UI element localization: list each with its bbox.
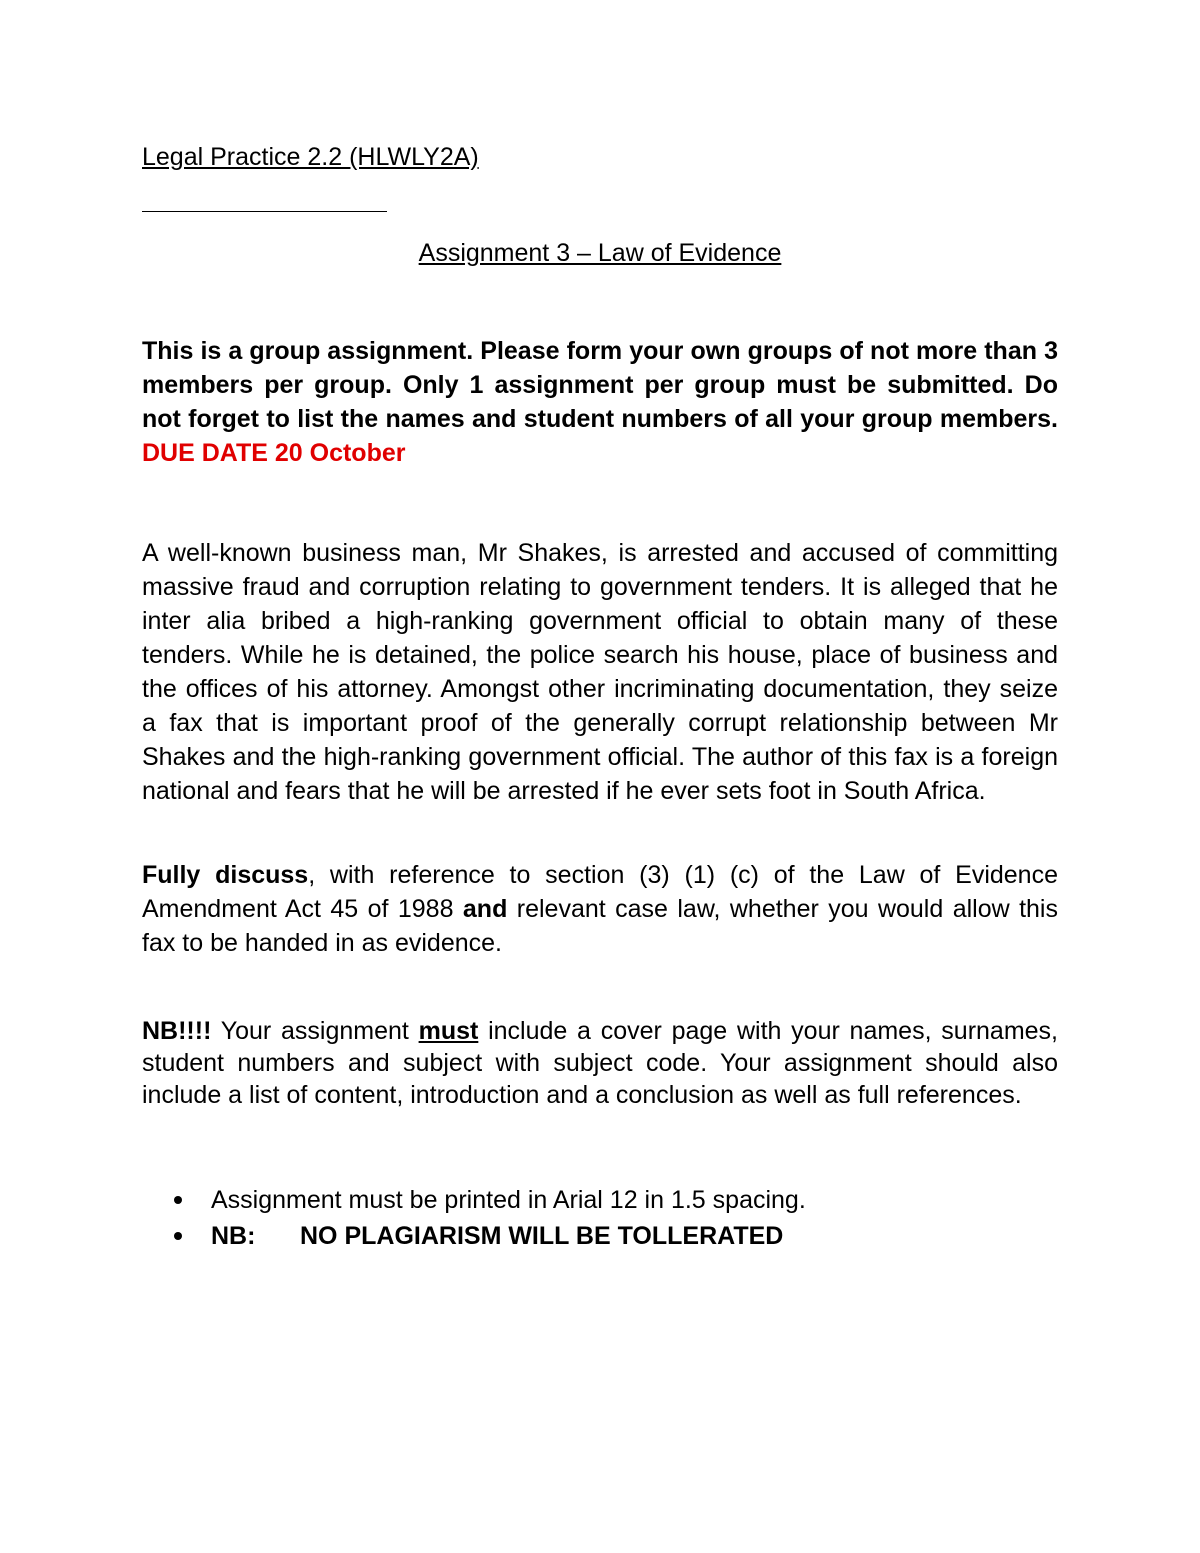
bullet-icon	[174, 1196, 182, 1204]
scenario-paragraph: A well-known business man, Mr Shakes, is arrested and accused of committing massive fraud and corruption relating to government tenders. It is alleged that he inter alia bribed a high-ranking government official to obtain many of these tenders. While he is detained, the police search his house, place of business and the offices of his attorney. Amongst other incriminating documentation, they seize a fax that is important proof of the generally corrupt relationship between Mr Shakes and the high-ranking government official. The author of this fax is a foreign national and fears that he will be arrested if he ever sets foot in South Africa.	[142, 539, 1058, 805]
title-underline-rule	[142, 211, 387, 212]
nb-text-1: Your assignment	[211, 1017, 419, 1045]
group-instructions-text: This is a group assignment. Please form your own groups of not more than 3 members per group. Only 1 assignment per group must be submitted. Do not forget to list the names and student numbers of all your group members.	[142, 337, 1058, 433]
nb-must: must	[418, 1017, 479, 1045]
bullet-icon	[174, 1232, 182, 1240]
assignment-title: Assignment 3 – Law of Evidence	[418, 239, 782, 267]
question-paragraph	[142, 858, 1058, 960]
requirement-formatting: Assignment must be printed in Arial 12 in 1.5 spacing.	[211, 1186, 806, 1214]
list-item	[142, 1218, 1058, 1254]
question-lead: Fully discuss	[142, 861, 309, 889]
plagiarism-label: NB:	[211, 1222, 256, 1250]
nb-text-2: include a cover page with your names, surnames, student numbers and subject with subject code. Your assignment should also include a list of content, introduction and a conclusion as well as full references.	[142, 1017, 1058, 1109]
due-date: DUE DATE 20 October	[142, 439, 406, 467]
course-title: Legal Practice 2.2 (HLWLY2A)	[142, 143, 479, 171]
question-text-2: relevant case law, whether you would allow this fax to be handed in as evidence.	[142, 895, 1058, 957]
nb-label: NB!!!!	[142, 1017, 212, 1045]
question-text-1: , with reference to section (3) (1) (c) of the Law of Evidence Amendment Act 45 of 1988	[142, 861, 1058, 923]
question-and: and	[462, 895, 508, 923]
list-item	[142, 1182, 1058, 1218]
plagiarism-warning: NO PLAGIARISM WILL BE TOLLERATED	[300, 1222, 784, 1250]
nb-paragraph	[142, 1015, 1058, 1111]
document-page	[142, 0, 1058, 1553]
requirements-list	[142, 1182, 1058, 1254]
group-instructions	[142, 334, 1058, 470]
